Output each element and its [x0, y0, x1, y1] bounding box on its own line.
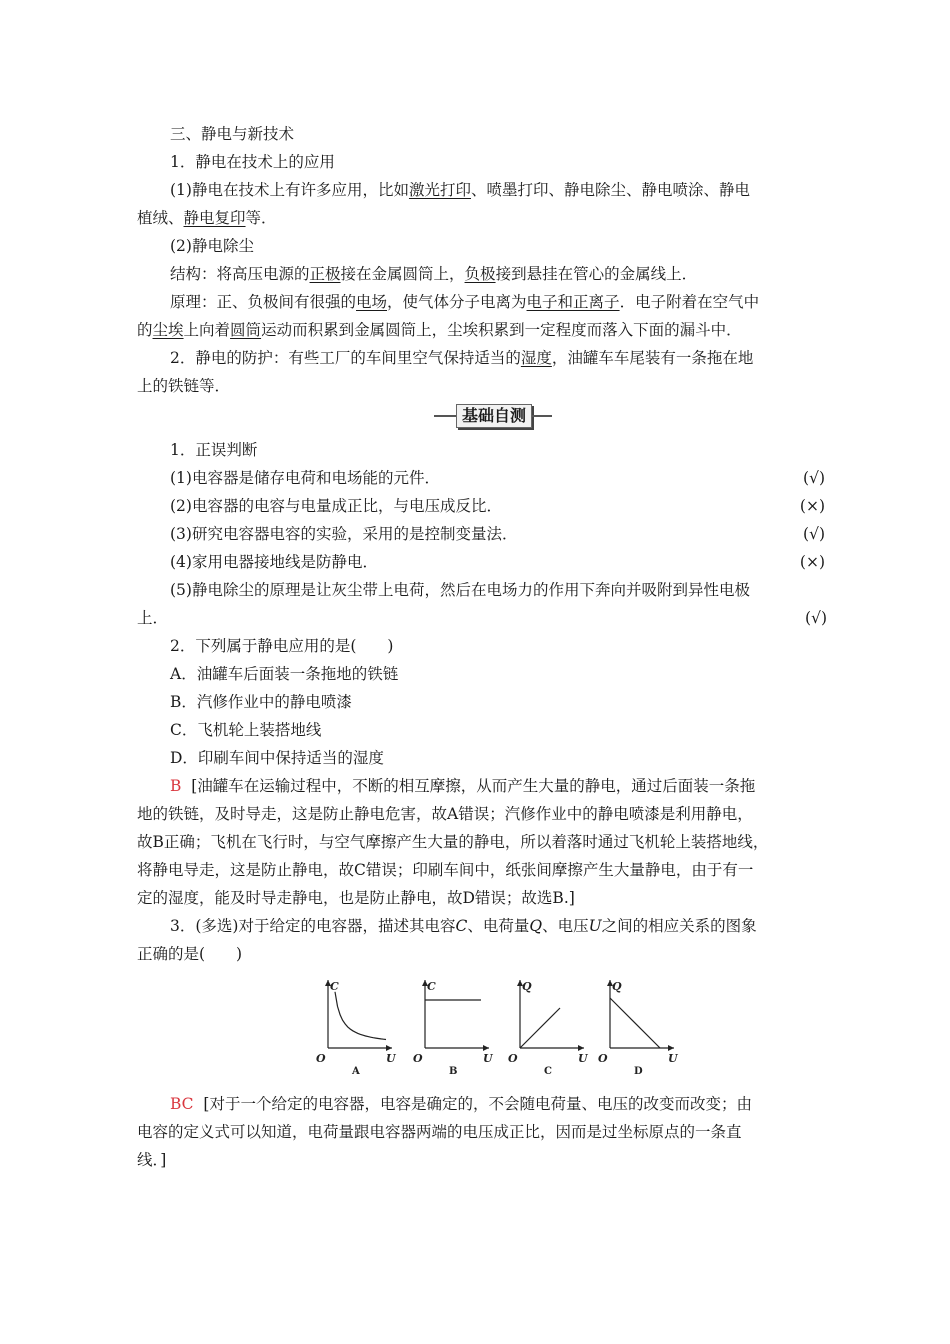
- option-c: C．飞机轮上装搭地线: [170, 721, 322, 739]
- x-axis-arrow: [668, 1045, 674, 1051]
- explanation-line: 将静电导走，这是防止静电，故C错误；印刷车间中，纸张间摩擦产生大量静电，由于有一: [137, 861, 754, 879]
- panel-label: C: [544, 1066, 552, 1077]
- question-stem-continued: 正确的是( ): [137, 945, 243, 963]
- explanation-line: 定的湿度，能及时导走静电，也是防止静电，故D错误；故选B.]: [137, 889, 575, 907]
- explanation-line: 电容的定义式可以知道，电荷量跟电容器两端的电压成正比，因而是过坐标原点的一条直: [137, 1123, 742, 1141]
- answer-label: B: [170, 777, 182, 795]
- option-b: B．汽修作业中的静电喷漆: [170, 693, 352, 711]
- paragraph-line: 2．静电的防护：有些工厂的车间里空气保持适当的湿度，油罐车车尾装有一条拖在地: [170, 349, 754, 367]
- judgment-item: (2)电容器的电容与电量成正比，与电压成反比． (×): [170, 497, 825, 515]
- x-axis-label: U: [668, 1052, 678, 1065]
- paragraph-line: 原理：正、负极间有很强的电场，使气体分子电离为电子和正离子．电子附着在空气中: [170, 293, 760, 311]
- option-a: A．油罐车后面装一条拖地的铁链: [170, 665, 399, 683]
- explanation-line: 故B正确；飞机在飞行时，与空气摩擦产生大量的静电，所以着落时通过飞机轮上装搭地线，: [137, 833, 769, 851]
- judgment-item: (1)电容器是储存电荷和电场能的元件． (√): [170, 469, 825, 487]
- judgment-mark: (√): [803, 469, 825, 487]
- question-title: 1．正误判断: [170, 441, 258, 459]
- origin-label: O: [316, 1052, 326, 1065]
- judgment-mark: (√): [803, 525, 825, 543]
- series-line: [335, 992, 386, 1040]
- paragraph-line: 上的铁链等．: [137, 377, 231, 395]
- y-axis-label: C: [427, 980, 436, 993]
- graph-options: [310, 972, 690, 1082]
- heading-1: 1．静电在技术上的应用: [170, 153, 335, 171]
- x-axis-arrow: [483, 1045, 489, 1051]
- judgment-mark: (√): [805, 609, 827, 627]
- option-d: D．印刷车间中保持适当的湿度: [170, 749, 384, 767]
- judgment-item: (4)家用电器接地线是防静电． (×): [170, 553, 825, 571]
- judgment-item: (3)研究电容器电容的实验，采用的是控制变量法． (√): [170, 525, 825, 543]
- series-line: [610, 998, 660, 1048]
- origin-label: O: [508, 1052, 518, 1065]
- panel-label: B: [449, 1066, 458, 1077]
- banner-rule-left: [434, 415, 456, 417]
- x-axis-label: U: [578, 1052, 588, 1065]
- question-stem: 3．(多选)对于给定的电容器，描述其电容C、电荷量Q、电压U之间的相应关系的图象: [170, 917, 757, 935]
- x-axis-arrow: [578, 1045, 584, 1051]
- banner-label: 基础自测: [456, 404, 532, 428]
- paragraph-line: 植绒、静电复印等．: [137, 209, 277, 227]
- section-banner: [434, 404, 552, 428]
- explanation-line: B [油罐车在运输过程中，不断的相互摩擦，从而产生大量的静电，通过后面装一条拖: [170, 777, 756, 795]
- origin-label: O: [413, 1052, 423, 1065]
- explanation-line: 线．]: [137, 1151, 167, 1169]
- y-axis-label: Q: [612, 980, 622, 993]
- paragraph-line: 结构：将高压电源的正极接在金属圆筒上，负极接到悬挂在管心的金属线上．: [170, 265, 698, 283]
- judgment-item: (5)静电除尘的原理是让灰尘带上电荷，然后在电场力的作用下奔向并吸附到异性电极: [170, 581, 750, 599]
- x-axis-arrow: [386, 1045, 392, 1051]
- judgment-mark: (×): [799, 497, 825, 515]
- panel-label: D: [634, 1066, 643, 1077]
- paragraph-line: (1)静电在技术上有许多应用，比如激光打印、喷墨打印、静电除尘、静电喷涂、静电: [170, 181, 750, 199]
- origin-label: O: [598, 1052, 608, 1065]
- x-axis-label: U: [386, 1052, 396, 1065]
- heading-2: (2)静电除尘: [170, 237, 254, 255]
- series-line: [520, 1008, 560, 1048]
- graph-panel: [310, 972, 690, 1082]
- section-title: 三、静电与新技术: [170, 125, 295, 143]
- panel-label: A: [352, 1066, 360, 1077]
- judgment-item-continued: 上． (√): [137, 609, 827, 627]
- y-axis-label: Q: [522, 980, 532, 993]
- judgment-mark: (×): [799, 553, 825, 571]
- paragraph-line: 的尘埃上向着圆筒运动而积累到金属圆筒上，尘埃积累到一定程度而落入下面的漏斗中．: [137, 321, 742, 339]
- banner-rule-right: [532, 415, 552, 417]
- y-axis-label: C: [330, 980, 339, 993]
- x-axis-label: U: [483, 1052, 493, 1065]
- answer-label: BC: [170, 1095, 194, 1113]
- explanation-line: BC [对于一个给定的电容器，电容是确定的，不会随电荷量、电压的改变而改变；由: [170, 1095, 752, 1113]
- question-stem: 2．下列属于静电应用的是( ): [170, 637, 394, 655]
- explanation-line: 地的铁链，及时导走，这是防止静电危害，故A错误；汽修作业中的静电喷漆是利用静电，: [137, 805, 753, 823]
